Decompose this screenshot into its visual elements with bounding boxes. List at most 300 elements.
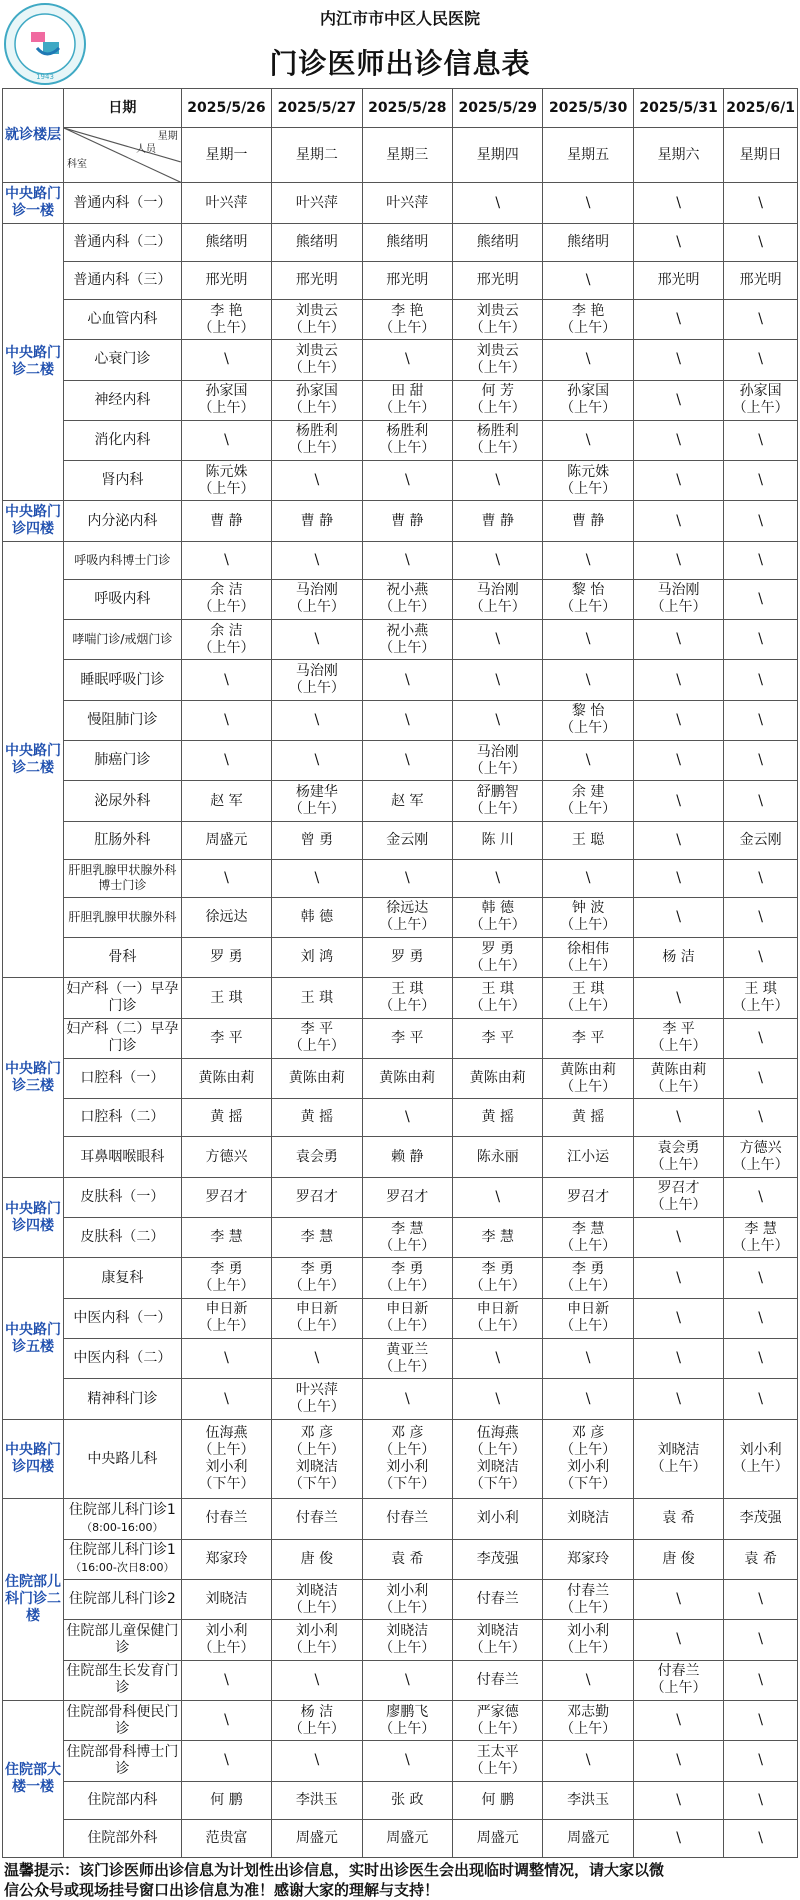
doctor-cell: [724, 1177, 798, 1217]
doctor-name: 马治刚: [657, 582, 700, 599]
doctor-cell: [362, 1258, 452, 1298]
session-label: （上午）: [469, 760, 526, 777]
doctor-name: 王 聪: [571, 831, 605, 848]
dept-cell: [63, 1218, 181, 1258]
doctor-cell: [724, 1700, 798, 1740]
session-label: （上午）: [560, 480, 617, 497]
doctor-name: 付春兰: [295, 1510, 338, 1527]
doctor-name: 申日新: [567, 1301, 610, 1318]
schedule-row: [3, 1339, 798, 1379]
doctor-cell: [453, 1499, 543, 1539]
dept-name: 普通内科（二）: [73, 233, 172, 250]
doctor-cell: [543, 340, 633, 380]
doctor-cell: [362, 1781, 452, 1819]
dept-cell: [63, 183, 181, 223]
doctor-name: 刘晓洁: [295, 1582, 338, 1599]
session-label: （上午）: [379, 1318, 436, 1335]
doctor-name: 祝小燕: [386, 582, 429, 599]
schedule-row: [3, 1059, 798, 1099]
no-clinic-mark: \: [404, 351, 410, 368]
doctor-cell: [453, 1620, 543, 1660]
dept-cell: [63, 700, 181, 740]
floor-cell: 中央路门诊二楼: [3, 541, 64, 978]
doctor-cell: [633, 741, 723, 781]
dept-cell: [63, 541, 181, 579]
no-clinic-mark: \: [585, 1390, 591, 1407]
doctor-name: 邢光明: [205, 271, 248, 288]
doctor-cell: [362, 261, 452, 299]
doctor-cell: [543, 1137, 633, 1177]
no-clinic-mark: \: [404, 1671, 410, 1688]
doctor-name: 李 平: [662, 1021, 695, 1038]
doctor-cell: [181, 1137, 271, 1177]
floor-cell: 住院部大楼一楼: [3, 1700, 64, 1857]
footer-notice: [0, 1860, 800, 1900]
dept-name: 肝胆乳腺甲状腺外科: [68, 909, 177, 924]
doctor-cell: [453, 541, 543, 579]
doctor-name: 李 勇: [210, 1261, 243, 1278]
doctor-name: 李 慧: [391, 1220, 424, 1237]
doctor-cell: [453, 1298, 543, 1338]
doctor-cell: [362, 938, 452, 978]
doctor-cell: [181, 1177, 271, 1217]
page-title: 门诊医师出诊信息表: [269, 47, 531, 80]
doctor-cell: [362, 1137, 452, 1177]
dept-cell: [63, 1579, 181, 1619]
doctor-cell: [272, 700, 362, 740]
doctor-cell: [453, 1018, 543, 1058]
doctor-cell: [724, 1499, 798, 1539]
doctor-cell: [633, 1579, 723, 1619]
schedule-row: [3, 420, 798, 460]
doctor-name: 李 勇: [300, 1261, 334, 1278]
doctor-name: 孙家国: [567, 383, 610, 400]
doctor-name: 金云刚: [386, 831, 429, 848]
floor-header: 就诊楼层: [3, 89, 64, 183]
doctor-cell: [453, 1819, 543, 1857]
doctor-cell: [543, 380, 633, 420]
no-clinic-mark: \: [676, 631, 681, 648]
doctor-name: 刘小利: [205, 1459, 248, 1476]
doctor-name: 韩 德: [300, 908, 334, 925]
schedule-row: [3, 501, 798, 541]
doctor-cell: [543, 1099, 633, 1137]
doctor-cell: [724, 541, 798, 579]
session-label: （上午）: [469, 359, 526, 376]
session-label: （上午）: [288, 359, 345, 376]
doctor-name: 叶兴萍: [295, 1382, 338, 1399]
no-clinic-mark: \: [224, 1712, 229, 1729]
no-clinic-mark: \: [676, 1752, 681, 1769]
doctor-name: 邢光明: [739, 271, 782, 288]
session-label: （上午）: [288, 1720, 345, 1737]
session-label: （上午）: [560, 957, 617, 974]
dept-cell: [63, 340, 181, 380]
no-clinic-mark: \: [758, 1269, 763, 1286]
dept-cell: [63, 1419, 181, 1499]
doctor-cell: [633, 1499, 723, 1539]
session-label: （上午）: [288, 1038, 345, 1055]
doctor-cell: [181, 420, 271, 460]
doctor-name: 徐远达: [205, 908, 248, 925]
session-label: （上午）: [379, 319, 436, 336]
doctor-cell: [724, 660, 798, 700]
doctor-name: 邢光明: [386, 271, 429, 288]
dept-name: 康复科: [101, 1269, 144, 1286]
doctor-cell: [633, 1700, 723, 1740]
no-clinic-mark: \: [676, 1390, 681, 1407]
session-label: （上午）: [560, 400, 617, 417]
doctor-cell: [543, 461, 633, 501]
doctor-name: 伍海燕: [205, 1425, 248, 1442]
doctor-cell: [633, 1539, 723, 1579]
doctor-name: 王 琪: [571, 981, 605, 998]
dept-name: 住院部骨科便民门诊: [66, 1703, 179, 1737]
no-clinic-mark: \: [758, 1671, 763, 1688]
doctor-name: 周盛元: [476, 1829, 519, 1846]
doctor-cell: [633, 660, 723, 700]
no-clinic-mark: \: [676, 1109, 681, 1126]
dept-cell: [63, 1379, 181, 1419]
schedule-row: [3, 1539, 798, 1579]
schedule-row: [3, 223, 798, 261]
doctor-cell: [181, 1781, 271, 1819]
doctor-name: 刘 鸿: [300, 949, 334, 966]
doctor-name: 郑家玲: [205, 1550, 248, 1567]
schedule-row: [3, 1018, 798, 1058]
session-label: （上午）: [469, 1318, 526, 1335]
doctor-name: 郑家玲: [567, 1550, 610, 1567]
diag-weekday-label: 星期: [157, 131, 178, 143]
session-label: （上午）: [288, 1399, 345, 1416]
doctor-cell: [272, 859, 362, 897]
schedule-row: [3, 183, 798, 223]
no-clinic-mark: \: [676, 551, 681, 568]
dept-name: 中医内科（一）: [73, 1309, 172, 1326]
doctor-name: 伍海燕: [476, 1425, 519, 1442]
doctor-cell: [633, 299, 723, 339]
no-clinic-mark: \: [495, 671, 501, 688]
dept-cell: [63, 1298, 181, 1338]
schedule-row: [3, 340, 798, 380]
no-clinic-mark: \: [758, 1188, 763, 1205]
doctor-name: 何 芳: [481, 383, 514, 400]
no-clinic-mark: \: [224, 752, 229, 769]
schedule-row: [3, 1660, 798, 1700]
doctor-cell: [453, 859, 543, 897]
session-label: （上午）: [469, 801, 526, 818]
no-clinic-mark: \: [676, 869, 681, 886]
no-clinic-mark: \: [758, 512, 763, 529]
header: [0, 0, 800, 88]
no-clinic-mark: \: [758, 949, 763, 966]
dept-cell: [63, 1018, 181, 1058]
doctor-cell: [724, 1781, 798, 1819]
no-clinic-mark: \: [758, 869, 763, 886]
session-label: （上午）: [560, 599, 617, 616]
doctor-name: 刘小利: [386, 1582, 429, 1599]
doctor-name: 叶兴萍: [295, 194, 338, 211]
dept-note: （16:00-次日8:00）: [70, 1561, 175, 1575]
doctor-name: 邓志勤: [567, 1703, 610, 1720]
doctor-cell: [724, 1298, 798, 1338]
doctor-name: 申日新: [295, 1301, 338, 1318]
session-label: （上午）: [560, 319, 617, 336]
doctor-name: 罗召才: [295, 1188, 338, 1205]
no-clinic-mark: \: [495, 1390, 501, 1407]
doctor-cell: [272, 1298, 362, 1338]
session-label: （上午）: [650, 1157, 707, 1174]
doctor-cell: [181, 501, 271, 541]
doctor-cell: [543, 620, 633, 660]
no-clinic-mark: \: [495, 1188, 501, 1205]
doctor-cell: [362, 1177, 452, 1217]
dept-name: 心衰门诊: [94, 351, 151, 368]
session-label: （下午）: [288, 1476, 345, 1493]
floor-cell: 住院部儿科门诊二楼: [3, 1499, 64, 1701]
weekday-cell: 星期日: [724, 128, 798, 183]
dept-note: （8:00-16:00）: [81, 1520, 164, 1534]
session-label: （上午）: [650, 1680, 707, 1697]
no-clinic-mark: \: [758, 908, 763, 925]
dept-cell: [63, 461, 181, 501]
doctor-name: 刘晓洁: [476, 1459, 519, 1476]
doctor-cell: [272, 1379, 362, 1419]
session-label: （上午）: [288, 1599, 345, 1616]
session-label: （上午）: [560, 801, 617, 818]
no-clinic-mark: \: [314, 1350, 320, 1367]
no-clinic-mark: \: [224, 869, 229, 886]
doctor-cell: [362, 978, 452, 1018]
doctor-name: 舒鹏智: [476, 784, 519, 801]
doctor-cell: [362, 420, 452, 460]
doctor-cell: [181, 897, 271, 937]
doctor-cell: [181, 1819, 271, 1857]
doctor-cell: [181, 741, 271, 781]
doctor-name: 李 艳: [571, 302, 605, 319]
no-clinic-mark: \: [585, 271, 591, 288]
doctor-name: 邓 彦: [391, 1425, 424, 1442]
schedule-row: [3, 299, 798, 339]
floor-cell: 中央路门诊二楼: [3, 223, 64, 501]
doctor-cell: [272, 461, 362, 501]
doctor-cell: [633, 1419, 723, 1499]
doctor-cell: [633, 1258, 723, 1298]
doctor-name: 熊绪明: [567, 233, 610, 250]
doctor-cell: [543, 1298, 633, 1338]
doctor-cell: [272, 183, 362, 223]
schedule-row: [3, 1741, 798, 1781]
doctor-name: 付春兰: [205, 1510, 248, 1527]
doctor-cell: [181, 1339, 271, 1379]
session-label: （上午）: [560, 1639, 617, 1656]
doctor-cell: [362, 1218, 452, 1258]
doctor-cell: [362, 541, 452, 579]
session-label: （下午）: [560, 1476, 617, 1493]
schedule-row: [3, 541, 798, 579]
doctor-cell: [362, 183, 452, 223]
no-clinic-mark: \: [404, 1109, 410, 1126]
doctor-cell: [362, 781, 452, 821]
date-cell: 2025/5/26: [181, 89, 271, 128]
doctor-name: 罗召才: [386, 1188, 429, 1205]
doctor-name: 李 平: [391, 1029, 424, 1046]
dept-name: 中央路儿科: [87, 1450, 158, 1467]
doctor-name: 徐相伟: [567, 940, 610, 957]
schedule-row: [3, 1379, 798, 1419]
no-clinic-mark: \: [758, 1591, 763, 1608]
diag-dept-label: 科室: [66, 159, 87, 171]
doctor-cell: [453, 461, 543, 501]
no-clinic-mark: \: [676, 792, 681, 809]
doctor-cell: [724, 261, 798, 299]
dept-name: 住院部生长发育门诊: [66, 1663, 179, 1697]
schedule-row: [3, 1499, 798, 1539]
dept-name: 普通内科（一）: [73, 194, 172, 211]
doctor-cell: [272, 579, 362, 619]
doctor-cell: [272, 1218, 362, 1258]
doctor-cell: [181, 1419, 271, 1499]
doctor-cell: [633, 1819, 723, 1857]
dept-name: 消化内科: [94, 431, 151, 448]
doctor-name: 李洪玉: [295, 1791, 338, 1808]
doctor-cell: [633, 1099, 723, 1137]
doctor-cell: [181, 620, 271, 660]
doctor-cell: [543, 579, 633, 619]
doctor-name: 袁 希: [744, 1550, 777, 1567]
doctor-name: 方德兴: [739, 1140, 782, 1157]
doctor-cell: [453, 1218, 543, 1258]
no-clinic-mark: \: [676, 989, 681, 1006]
dept-cell: [63, 938, 181, 978]
doctor-cell: [362, 299, 452, 339]
doctor-cell: [543, 1258, 633, 1298]
doctor-cell: [181, 660, 271, 700]
doctor-cell: [633, 821, 723, 859]
doctor-cell: [362, 1298, 452, 1338]
date-cell: 2025/5/28: [362, 89, 452, 128]
session-label: （上午）: [469, 440, 526, 457]
doctor-cell: [543, 1499, 633, 1539]
no-clinic-mark: \: [404, 671, 410, 688]
dept-cell: [63, 1499, 181, 1539]
doctor-cell: [181, 579, 271, 619]
no-clinic-mark: \: [314, 1671, 320, 1688]
weekday-cell: 星期一: [181, 128, 271, 183]
dept-cell: [63, 781, 181, 821]
session-label: （上午）: [469, 319, 526, 336]
doctor-cell: [453, 741, 543, 781]
doctor-cell: [181, 380, 271, 420]
schedule-row: [3, 579, 798, 619]
doctor-cell: [724, 223, 798, 261]
doctor-name: 马治刚: [295, 582, 338, 599]
doctor-cell: [724, 501, 798, 541]
floor-cell: 中央路门诊四楼: [3, 1177, 64, 1258]
doctor-name: 杨 洁: [300, 1703, 334, 1720]
dept-cell: [63, 1781, 181, 1819]
session-label: （上午）: [469, 1278, 526, 1295]
no-clinic-mark: \: [585, 194, 591, 211]
doctor-name: 黄陈由莉: [560, 1061, 617, 1078]
session-label: （上午）: [288, 801, 345, 818]
doctor-name: 刘小利: [739, 1442, 782, 1459]
diagonal-header: [63, 128, 181, 183]
doctor-name: 邢光明: [476, 271, 519, 288]
doctor-name: 李 慧: [481, 1229, 514, 1246]
footer-line-2: 信公众号或现场挂号窗口出诊信息为准！感谢大家的理解与支持！: [4, 1881, 440, 1899]
doctor-name: 刘小利: [567, 1459, 610, 1476]
no-clinic-mark: \: [676, 1829, 681, 1846]
doctor-cell: [633, 620, 723, 660]
diag-staff-label: 人员: [135, 144, 156, 156]
dept-name: 口腔科（一）: [80, 1070, 165, 1087]
doctor-cell: [543, 501, 633, 541]
doctor-name: 曹 静: [571, 512, 605, 529]
no-clinic-mark: \: [314, 752, 320, 769]
doctor-cell: [181, 1741, 271, 1781]
doctor-name: 周盛元: [205, 831, 248, 848]
no-clinic-mark: \: [224, 1752, 229, 1769]
schedule-row: [3, 261, 798, 299]
doctor-cell: [724, 1258, 798, 1298]
schedule-row: [3, 620, 798, 660]
doctor-name: 李茂强: [476, 1550, 519, 1567]
doctor-name: 李 勇: [571, 1261, 605, 1278]
schedule-row: [3, 1099, 798, 1137]
no-clinic-mark: \: [676, 194, 681, 211]
no-clinic-mark: \: [314, 631, 320, 648]
doctor-cell: [453, 223, 543, 261]
dept-name: 住院部外科: [87, 1829, 158, 1846]
session-label: （上午）: [650, 1459, 707, 1476]
doctor-name: 叶兴萍: [205, 194, 248, 211]
doctor-cell: [362, 1379, 452, 1419]
doctor-name: 申日新: [476, 1301, 519, 1318]
doctor-name: 申日新: [386, 1301, 429, 1318]
dept-cell: [63, 1339, 181, 1379]
doctor-cell: [453, 938, 543, 978]
doctor-name: 刘小利: [476, 1510, 519, 1527]
session-label: （上午）: [288, 400, 345, 417]
doctor-name: 李 慧: [744, 1220, 777, 1237]
no-clinic-mark: \: [758, 1631, 763, 1648]
session-label: （上午）: [379, 1599, 436, 1616]
doctor-cell: [453, 1177, 543, 1217]
doctor-cell: [543, 1781, 633, 1819]
doctor-cell: [272, 1660, 362, 1700]
doctor-name: 周盛元: [567, 1829, 610, 1846]
doctor-cell: [724, 1379, 798, 1419]
dept-name: 肛肠外科: [94, 831, 151, 848]
session-label: （上午）: [379, 400, 436, 417]
doctor-name: 曾 勇: [300, 831, 334, 848]
doctor-name: 徐远达: [386, 900, 429, 917]
doctor-cell: [543, 859, 633, 897]
doctor-cell: [724, 1620, 798, 1660]
no-clinic-mark: \: [676, 1631, 681, 1648]
doctor-cell: [362, 1339, 452, 1379]
session-label: （上午）: [379, 440, 436, 457]
session-label: （上午）: [732, 1237, 789, 1254]
header-row-weekdays: [3, 128, 798, 183]
schedule-row: [3, 380, 798, 420]
doctor-cell: [543, 1419, 633, 1499]
doctor-cell: [633, 380, 723, 420]
doctor-cell: [362, 660, 452, 700]
doctor-cell: [543, 1819, 633, 1857]
doctor-cell: [633, 1660, 723, 1700]
